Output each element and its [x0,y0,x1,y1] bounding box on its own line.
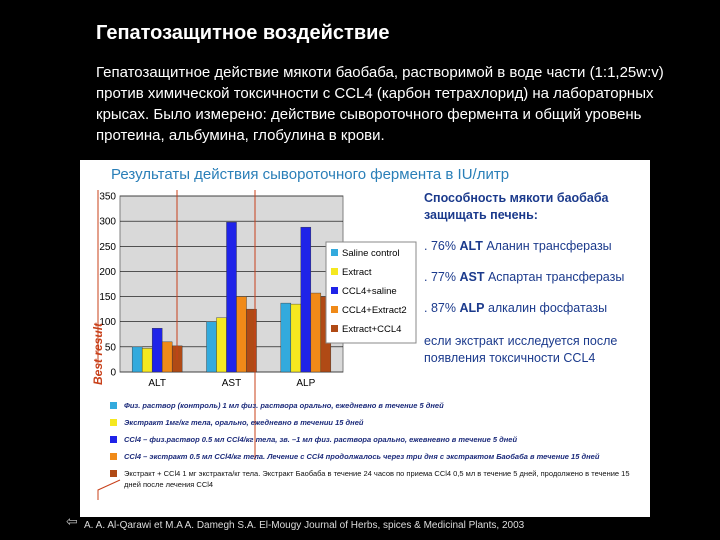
legend-label: CCL4+saline [342,286,397,297]
footnote: Физ. раствор (контроль) 1 мл физ. раствора орально, ежедневно в течение 5 дней [110,400,645,411]
side-summary [424,190,646,367]
bar [217,318,227,372]
bar [311,293,321,372]
bar [291,304,301,372]
bar [162,342,172,372]
side-note: если экстракт исследуется после появления токсичности CCL4 [424,334,618,365]
y-tick-label: 150 [99,292,116,304]
bar [207,322,217,372]
citation: A. A. Al-Qarawi et M.A A. Damegh S.A. El-Mougy Journal of Herbs, spices & Medicinal Plants, 2003 [84,520,525,531]
bar [132,347,142,372]
bar [152,328,162,372]
x-tick-label: ALT [148,378,166,389]
y-tick-label: 0 [110,367,116,379]
y-tick-label: 100 [99,317,116,329]
stat-ast: . 77% AST Аспартан трансферазы [424,270,625,284]
footnote: Экстракт 1мг/кг тела, орально, ежедневно в течении 15 дней [110,417,645,428]
swatch-icon [110,402,117,409]
footnotes [110,400,645,496]
footnote: Экстракт + CCl4 1 мг экстракта/кг тела. Экстракт Баобаба в течение 24 часов по приема CCl4 0,5 мл в течение 5 дней, продолжено в течение 15 дней после лечения CCl4 [110,468,645,490]
bar [281,303,291,372]
legend-label: Saline control [342,248,400,259]
back-arrow-icon[interactable]: ⇦ [66,513,78,529]
legend-label: Extract [342,267,372,278]
x-tick-label: ALP [296,378,316,389]
slide-title: Гепатозащитное воздействие [96,22,390,44]
legend-swatch [331,287,338,294]
stat-alt: . 76% ALT Аланин трансферазы [424,239,612,253]
chart-panel [80,160,650,517]
legend-label: CCL4+Extract2 [342,305,407,316]
legend-swatch [331,249,338,256]
swatch-icon [110,470,117,477]
y-tick-label: 200 [99,266,116,278]
legend-swatch [331,306,338,313]
bar [301,227,311,372]
y-tick-label: 250 [99,241,116,253]
chart-title: Результаты действия сывороточного фермента в IU/литр [111,166,510,183]
y-axis-label: Best result [91,322,105,385]
bar [237,297,247,372]
x-tick-label: AST [221,378,242,389]
bar [227,222,237,372]
footnote: CCl4 – экстракт 0.5 мл CCl4/кг тела. Лечение с CCl4 продолжалось через три дня с экстрактом Баобаба в течение 15 дней [110,451,645,462]
swatch-icon [110,419,117,426]
legend-swatch [331,268,338,275]
intro-text: Гепатозащитное действие мякоти баобаба, растворимой в воде части (1:1,25w:v) против химической токсичности с CCL4 (карбон тетрахлорид) на лабораторных крысах. Было измерено: действие сывороточного фермента и общий уровень протеина, альбумина, глобулина в крови. [96,64,664,144]
legend-label: Extract+CCL4 [342,324,402,335]
stat-alp: . 87% ALP алкалин фосфатазы [424,301,608,315]
swatch-icon [110,453,117,460]
y-tick-label: 50 [104,342,116,354]
legend-swatch [331,325,338,332]
footnote: CCl4 – физ.раствор 0.5 мл CCl4/кг тела, зв. –1 мл физ. раствора орально, ежевневно в течение 5 дней [110,434,645,445]
y-tick-label: 350 [99,191,116,203]
swatch-icon [110,436,117,443]
y-tick-label: 300 [99,216,116,228]
bar [142,348,152,372]
side-heading: Способность мякоти баобаба защищать печень: [424,191,609,222]
